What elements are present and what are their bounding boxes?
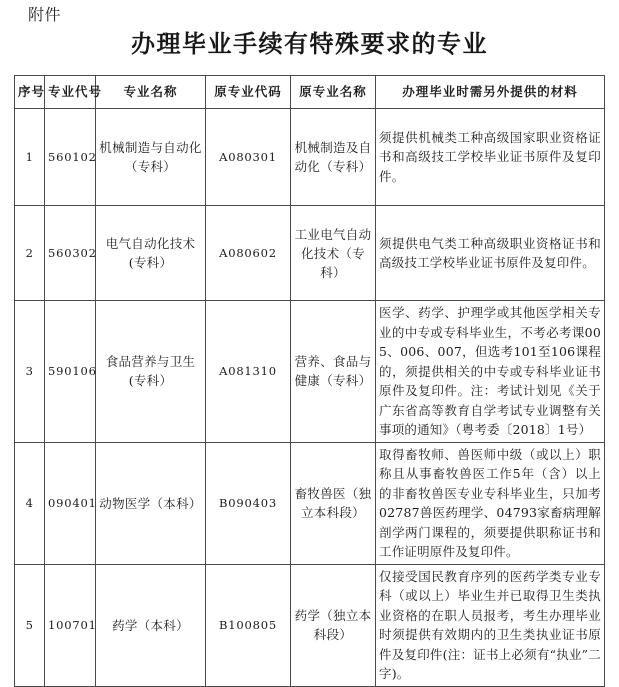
table-row [15,301,605,443]
attachment-label: 附件 [28,5,62,24]
cell-major-code: 100701 [45,564,96,686]
cell-materials: 须提供电气类工种高级职业资格证书和高级技工学校毕业证书原件及复印件。 [376,206,605,301]
cell-major-name: 药学（本科） [96,564,206,686]
cell-seq: 3 [15,301,45,443]
cell-original-name: 营养、食品与健康（专科） [291,301,376,443]
cell-original-code: A080602 [206,206,291,301]
special-requirements-table [14,75,605,687]
cell-original-code: A080301 [206,109,291,206]
column-header-major-name: 专业名称 [96,76,206,109]
column-header-original-code: 原专业代码 [206,76,291,109]
cell-original-code: B100805 [206,564,291,686]
cell-original-name: 畜牧兽医（独立本科段） [291,442,376,564]
table-header [15,76,605,109]
cell-major-code: 560102 [45,109,96,206]
column-header-seq: 序号 [15,76,45,109]
column-header-original-name: 原专业名称 [291,76,376,109]
table-row [15,206,605,301]
cell-original-name: 机械制造及自动化（专科） [291,109,376,206]
column-header-major-code: 专业代号 [45,76,96,109]
cell-seq: 5 [15,564,45,686]
cell-materials: 仅接受国民教育序列的医药学类专业专科（或以上）毕业生并已取得卫生类执业资格的在职人员报考，考生办理毕业时须提供有效期内的卫生类执业证书原件及复印件(注：证书上必须有“执业”二字)。 [376,564,605,686]
cell-seq: 4 [15,442,45,564]
page-title: 办理毕业手续有特殊要求的专业 [131,29,488,58]
cell-seq: 1 [15,109,45,206]
cell-major-code: 590106 [45,301,96,443]
cell-major-code: 090401 [45,442,96,564]
table-row [15,109,605,206]
cell-materials: 取得畜牧师、兽医师中级（或以上）职称且从事畜牧兽医工作5年（含）以上的非畜牧兽医专业专科毕业生，只加考02787兽医药理学、04793家畜病理解剖学两门课程的，须要提供职称证书和工作证明原件及复印件。 [376,442,605,564]
table-header-row [15,76,605,109]
cell-major-name: 机械制造与自动化（专科） [96,109,206,206]
table-row [15,442,605,564]
table-body [15,109,605,687]
cell-original-name: 药学（独立本科段） [291,564,376,686]
cell-materials: 须提供机械类工种高级国家职业资格证书和高级技工学校毕业证书原件及复印件。 [376,109,605,206]
table-row [15,564,605,686]
cell-major-name: 电气自动化技术(专科） [96,206,206,301]
cell-original-code: B090403 [206,442,291,564]
cell-original-code: A081310 [206,301,291,443]
cell-seq: 2 [15,206,45,301]
cell-major-code: 560302 [45,206,96,301]
table-container [14,75,604,687]
column-header-materials: 办理毕业时需另外提供的材料 [376,76,605,109]
cell-major-name: 食品营养与卫生(专科） [96,301,206,443]
cell-original-name: 工业电气自动化技术（专科） [291,206,376,301]
cell-major-name: 动物医学（本科） [96,442,206,564]
cell-materials: 医学、药学、护理学或其他医学相关专业的中专或专科毕业生，不考必考课005、006、007，但选考101至106课程的，须提供相关的中专或专科毕业证书原件及复印件。注：考试计划见《关于广东省高等教育自学考试专业调整有关事项的通知》（粤考委〔2018〕1号） [376,301,605,443]
